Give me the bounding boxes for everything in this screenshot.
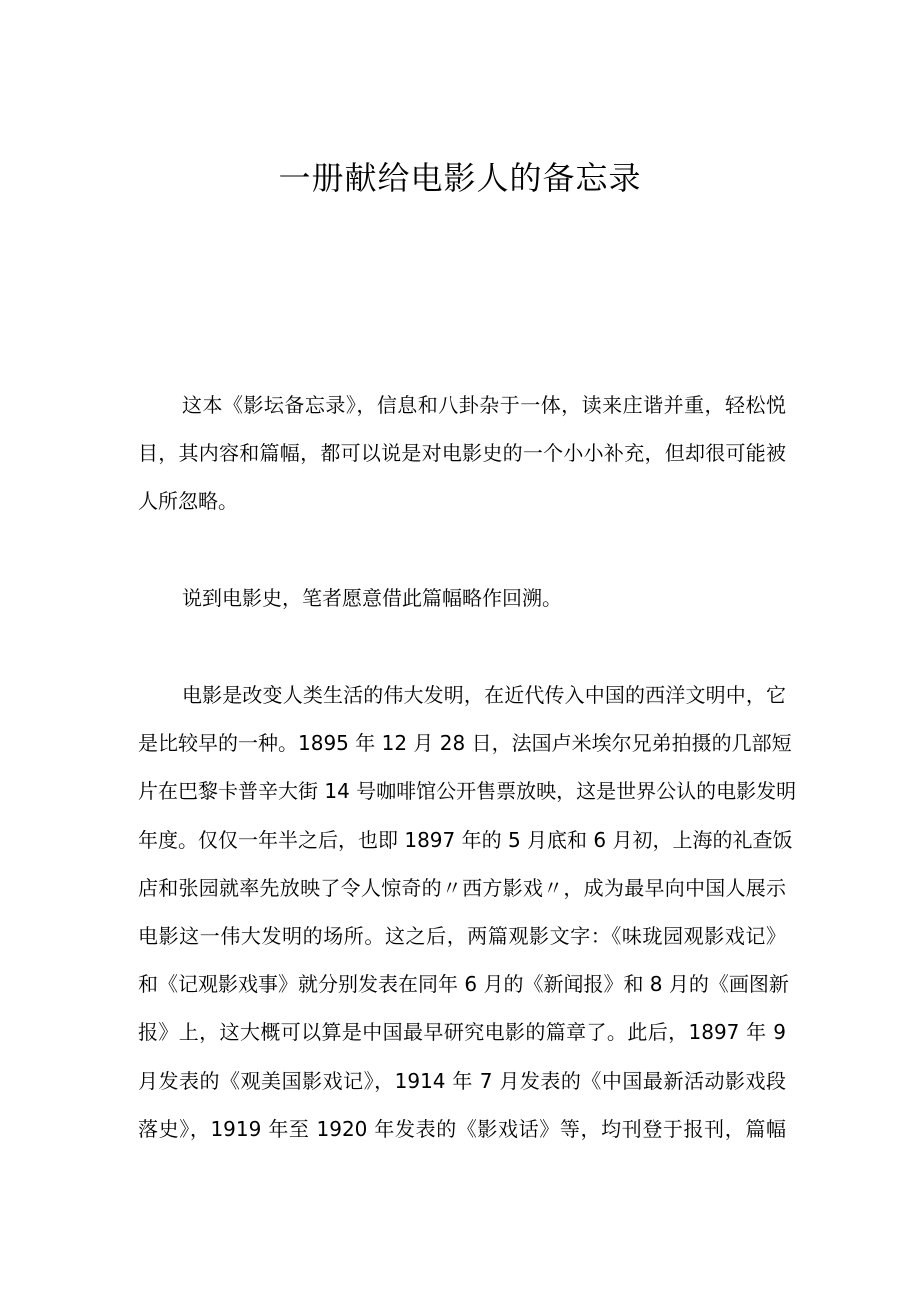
- text-line: 这本《影坛备忘录》，信息和八卦杂于一体，读来庄谐并重，轻松悦: [182, 393, 786, 417]
- text-line: 落史》，1919 年至 1920 年发表的《影戏话》等，均刊登于报刊，篇幅: [138, 1116, 786, 1141]
- document-title: 一册献给电影人的备忘录: [278, 159, 642, 197]
- text-line: 和《记观影戏事》就分别发表在同年 6 月的《新闻报》和 8 月的《画图新: [138, 972, 789, 997]
- text-line: 目，其内容和篇幅，都可以说是对电影史的一个小小补充，但却很可能被: [138, 441, 786, 466]
- paragraph-3: [138, 671, 797, 1153]
- text-line: 说到电影史，笔者愿意借此篇幅略作回溯。: [182, 586, 562, 610]
- text-line: 电影这一伟大发明的场所。这之后，两篇观影文字：《味珑园观影戏记》: [138, 923, 786, 948]
- text-line: 电影是改变人类生活的伟大发明，在近代传入中国的西洋文明中，它: [182, 683, 786, 707]
- text-line: 报》上，这大概可以算是中国最早研究电影的篇章了。此后，1897 年 9: [138, 1020, 786, 1045]
- text-line: 年度。仅仅一年半之后，也即 1897 年的 5 月底和 6 月初，上海的礼查饭: [138, 827, 793, 852]
- text-line: 人所忽略。: [138, 489, 238, 514]
- text-line: 月发表的《观美国影戏记》，1914 年 7 月发表的《中国最新活动影戏段: [138, 1068, 786, 1093]
- text-line: 店和张园就率先放映了令人惊奇的〃西方影戏〃，成为最早向中国人展示: [138, 875, 786, 900]
- paragraph-1: [138, 381, 786, 526]
- paragraph-2: [138, 574, 786, 622]
- text-line: 是比较早的一种。1895 年 12 月 28 日，法国卢米埃尔兄弟拍摄的几部短: [138, 731, 792, 756]
- text-line: 片在巴黎卡普辛大街 14 号咖啡馆公开售票放映，这是世界公认的电影发明: [138, 779, 797, 804]
